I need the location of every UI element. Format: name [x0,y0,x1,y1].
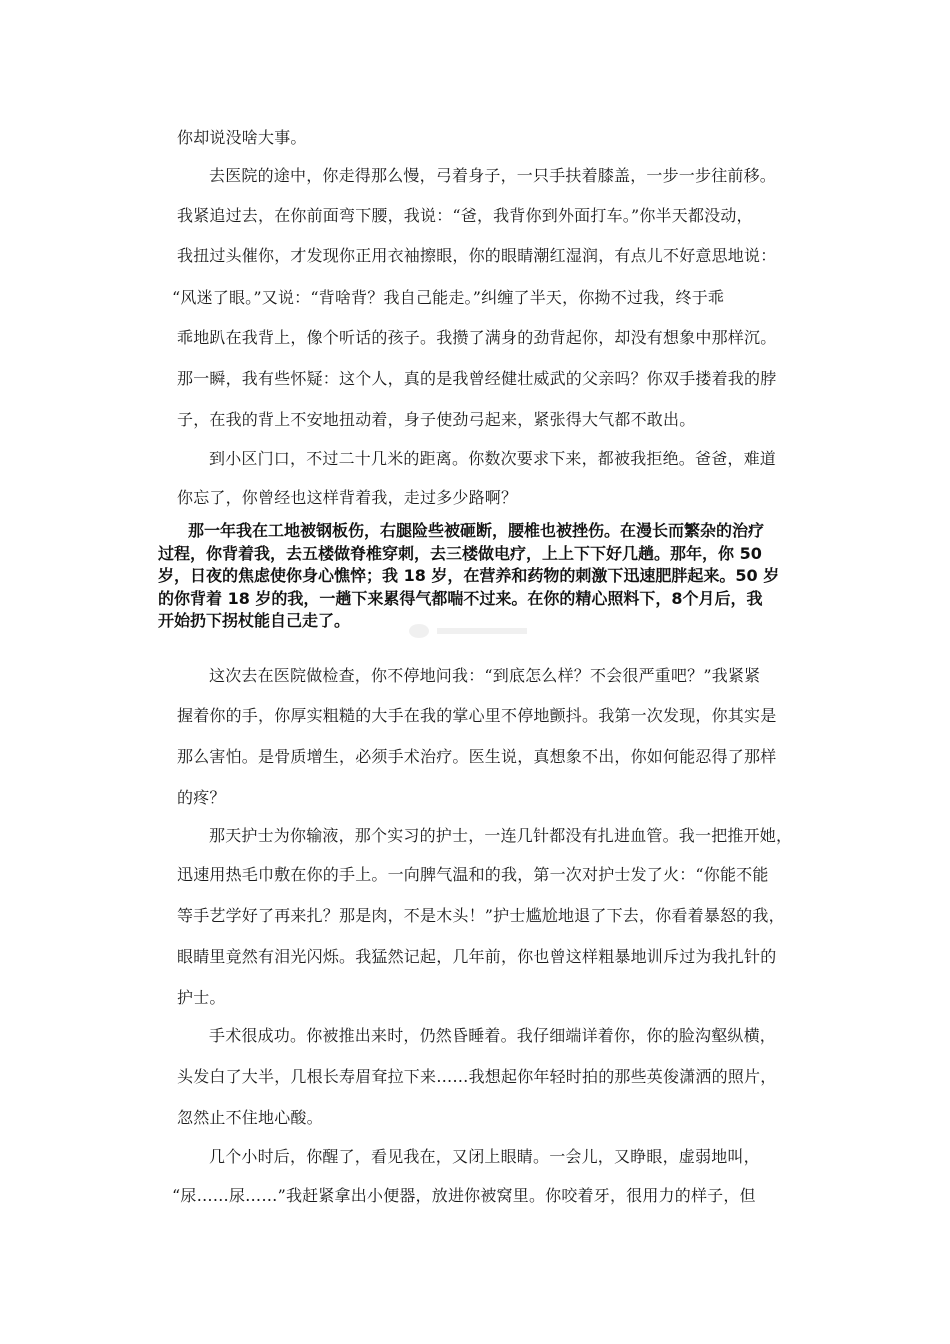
text-line: 头发白了大半，几根长寿眉耷拉下来……我想起你年轻时拍的那些英俊潇洒的照片， [177,1067,777,1086]
handwritten-line: 岁，日夜的焦虑使你身心憔悴；我 18 岁，在营养和药物的刺激下迅速肥胖起来。50 岁 [158,566,780,585]
text-line: 去医院的途中，你走得那么慢，弓着身子，一只手扶着膝盖，一步一步往前移。 [209,166,777,185]
text-line: 子，在我的背上不安地扭动着，身子使劲弓起来，紧张得大气都不敢出。 [177,410,696,429]
text-line: 手术很成功。你被推出来时，仍然昏睡着。我仔细端详着你，你的脸沟壑纵横， [209,1026,777,1045]
text-line: 那一瞬，我有些怀疑：这个人，真的是我曾经健壮威武的父亲吗？你双手搂着我的脖 [177,369,777,388]
text-line: 到小区门口，不过二十几米的距离。你数次要求下来，都被我拒绝。爸爸，难道 [209,449,777,468]
text-line: 等手艺学好了再来扎？那是肉，不是木头！”护士尴尬地退了下去，你看着暴怒的我， [177,906,785,925]
handwritten-line: 的你背着 18 岁的我，一趟下来累得气都喘不过来。在你的精心照料下，8个月后，我 [158,588,763,608]
text-line: 迅速用热毛巾敷在你的手上。一向脾气温和的我，第一次对护士发了火：“你能不能 [177,865,769,884]
handwritten-line: 过程，你背着我，去五楼做脊椎穿刺，去三楼做电疗，上上下下好几趟。那年，你 50 [158,543,762,563]
text-line: “尿……尿……”我赶紧拿出小便器，放进你被窝里。你咬着牙，很用力的样子，但 [172,1186,756,1205]
text-line: 这次去在医院做检查，你不停地问我：“到底怎么样？不会很严重吧？”我紧紧 [209,666,761,685]
handwritten-passage [158,520,808,633]
text-line: “风迷了眼。”又说：“背啥背？我自己能走。”纠缠了半天，你拗不过我，终于乖 [172,288,725,307]
text-line: 忽然止不住地心酸。 [177,1108,323,1127]
text-line: 我紧追过去，在你前面弯下腰，我说：“爸，我背你到外面打车。”你半天都没动， [177,206,753,225]
text-line: 乖地趴在我背上，像个听话的孩子。我攒了满身的劲背起你，却没有想象中那样沉。 [177,328,777,347]
text-line: 几个小时后，你醒了，看见我在，又闭上眼睛。一会儿，又睁眼，虚弱地叫， [209,1147,760,1166]
faint-watermark-logo [405,622,545,640]
text-line: 的疼？ [177,788,226,807]
text-line: 那天护士为你输液，那个实习的护士，一连几针都没有扎进血管。我一把推开她， [209,826,793,845]
text-line: 你忘了，你曾经也这样背着我，走过多少路啊？ [177,488,518,507]
text-line: 你却说没啥大事。 [177,128,307,147]
text-line: 眼睛里竟然有泪光闪烁。我猛然记起，几年前，你也曾这样粗暴地训斥过为我扎针的 [177,947,777,966]
text-line: 握着你的手，你厚实粗糙的大手在我的掌心里不停地颤抖。我第一次发现，你其实是 [177,706,777,725]
text-line: 我扭过头催你，才发现你正用衣袖擦眼，你的眼睛潮红湿润，有点儿不好意思地说： [177,246,777,265]
text-line: 那么害怕。是骨质增生，必须手术治疗。医生说，真想象不出，你如何能忍得了那样 [177,747,777,766]
handwritten-line: 那一年我在工地被钢板伤，右腿险些被砸断，腰椎也被挫伤。在漫长而繁杂的治疗 [188,521,765,540]
text-line: 护士。 [177,988,226,1007]
handwritten-line: 开始扔下拐杖能自己走了。 [158,611,351,630]
